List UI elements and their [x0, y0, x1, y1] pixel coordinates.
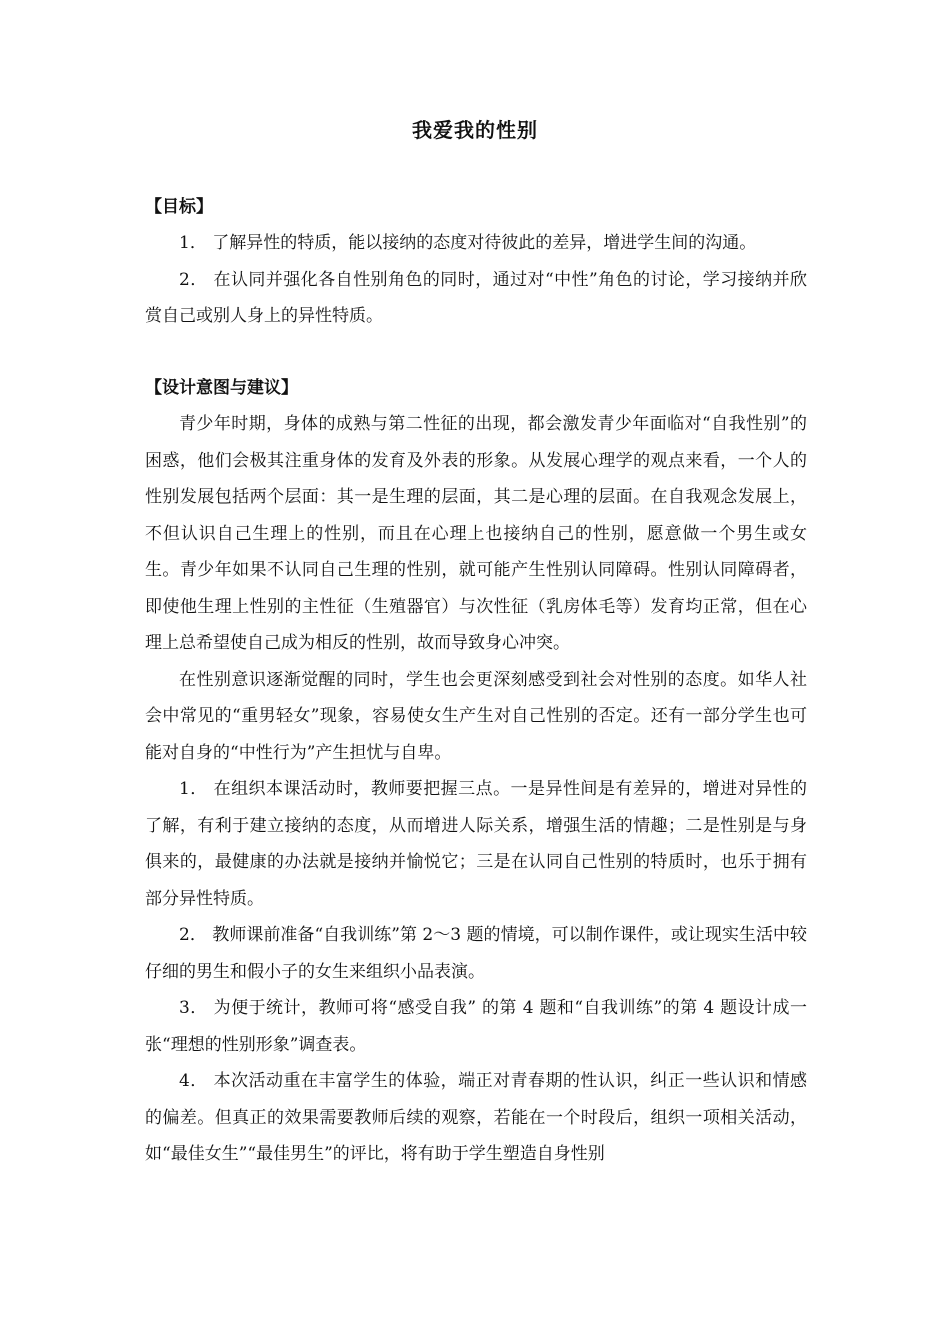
goals-list	[145, 225, 807, 335]
document-title: 我爱我的性别	[412, 118, 538, 142]
goal-item: 2． 在认同并强化各自性别角色的同时，通过对“中性”角色的讨论，学习接纳并欣赏自己或别人身上的异性特质。	[145, 269, 807, 326]
design-paragraph: 青少年时期，身体的成熟与第二性征的出现，都会激发青少年面临对“自我性别”的困惑，他们会极其注重身体的发育及外表的形象。从发展心理学的观点来看，一个人的性别发展包括两个层面：其一是生理的层面，其二是心理的层面。在自我观念发展上，不但认识自己生理上的性别，而且在心理上也接纳自己的性别，愿意做一个男生或女生。青少年如果不认同自己生理的性别，就可能产生性别认同障碍。性别认同障碍者，即使他生理上性别的主性征（生殖器官）与次性征（乳房体毛等）发育均正常，但在心理上总希望使自己成为相反的性别，故而导致身心冲突。	[145, 414, 807, 653]
design-paragraph: 在性别意识逐渐觉醒的同时，学生也会更深刻感受到社会对性别的态度。如华人社会中常见的“重男轻女”现象，容易使女生产生对自己性别的否定。还有一部分学生也可能对自身的“中性行为”产生担忧与自卑。	[145, 669, 807, 763]
section-heading-design: 【设计意图与建议】	[145, 378, 298, 398]
design-paragraph: 3． 为便于统计，教师可将“感受自我” 的第 4 题和“自我训练”的第 4 题设计成一张“理想的性别形象”调查表。	[145, 998, 807, 1055]
design-body	[145, 406, 807, 1173]
design-paragraph: 4． 本次活动重在丰富学生的体验，端正对青春期的性认识，纠正一些认识和情感的偏差。但真正的效果需要教师后续的观察，若能在一个时段后，组织一项相关活动，如“最佳女生”“最佳男生”的评比，将有助于学生塑造自身性别	[145, 1071, 807, 1164]
goal-item: 1． 了解异性的特质，能以接纳的态度对待彼此的差异，增进学生间的沟通。	[179, 233, 757, 253]
section-heading-goals: 【目标】	[145, 197, 213, 217]
design-paragraph: 2． 教师课前准备“自我训练”第 2～3 题的情境，可以制作课件，或让现实生活中较仔细的男生和假小子的女生来组织小品表演。	[145, 925, 807, 982]
design-paragraph: 1． 在组织本课活动时，教师要把握三点。一是异性间是有差异的，增进对异性的了解，有利于建立接纳的态度，从而增进人际关系，增强生活的情趣；二是性别是与身俱来的，最健康的办法就是接纳并愉悦它；三是在认同自己性别的特质时，也乐于拥有部分异性特质。	[145, 779, 807, 909]
